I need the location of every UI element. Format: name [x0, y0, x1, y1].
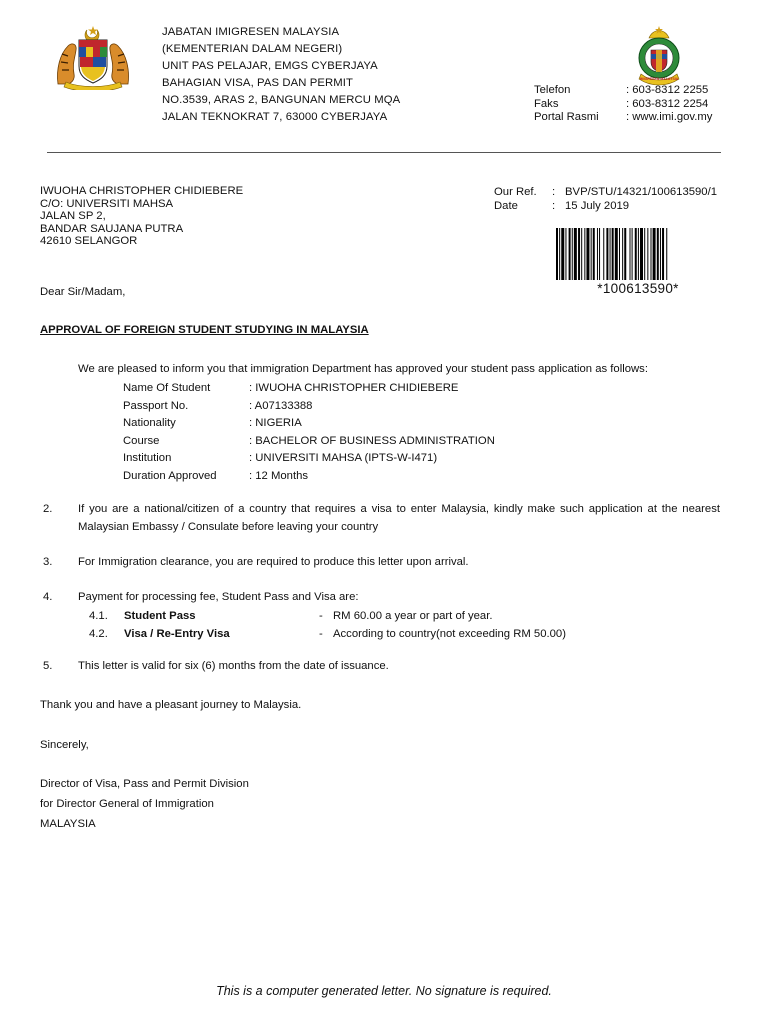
details-value: : NIGERIA	[249, 417, 302, 430]
details-row	[123, 415, 495, 433]
closing-sincerely: Sincerely,	[40, 739, 89, 751]
contact-block	[534, 84, 712, 125]
barcode-bar	[624, 228, 626, 280]
barcode-bar	[569, 228, 571, 280]
immigration-crest-logo	[627, 24, 691, 88]
barcode-bar	[647, 228, 648, 280]
barcode-bar	[657, 228, 659, 280]
fee-item: Visa / Re-Entry Visa	[124, 627, 230, 640]
details-row	[123, 398, 495, 416]
paragraph-number: 2.	[43, 503, 53, 515]
header-line: BAHAGIAN VISA, PAS DAN PERMIT	[162, 77, 354, 89]
barcode-bar	[653, 228, 656, 280]
header-block	[162, 24, 400, 126]
paragraph-5: This letter is valid for six (6) months from the date of issuance.	[78, 660, 389, 672]
signatory-line-2: for Director General of Immigration	[40, 798, 214, 810]
barcode-bar	[584, 228, 585, 280]
barcode-bar	[651, 228, 652, 280]
fees-list	[89, 608, 566, 643]
details-label: Nationality	[123, 417, 176, 430]
paragraph-2: If you are a national/citizen of a country that requires a visa to enter Malaysia, kindly make such application at the nearest Malaysian Embassy / Consulate before leaving your country	[78, 503, 720, 533]
barcode-bar	[559, 228, 560, 280]
details-value: : IWUOHA CHRISTOPHER CHIDIEBERE	[249, 382, 459, 394]
barcode-bar	[578, 228, 580, 280]
fee-row	[89, 626, 566, 644]
salutation: Dear Sir/Madam,	[40, 286, 126, 298]
barcode-bar	[597, 228, 598, 280]
details-row	[123, 433, 495, 451]
barcode-bar	[644, 228, 645, 280]
barcode-bar	[660, 228, 661, 280]
footer-note: This is a computer generated letter. No signature is required.	[216, 984, 552, 998]
signatory-line-3: MALAYSIA	[40, 818, 96, 830]
barcode-bar	[666, 228, 667, 280]
details-value: : UNIVERSITI MAHSA (IPTS-W-I471)	[249, 452, 438, 465]
contact-value: : 603-8312 2255	[626, 84, 709, 96]
details-row	[123, 450, 495, 468]
barcode-bar	[561, 228, 564, 280]
fee-item: Student Pass	[124, 610, 196, 622]
barcode-bar	[615, 228, 618, 280]
details-label: Name Of Student	[123, 382, 211, 394]
header-line: JALAN TEKNOKRAT 7, 63000 CYBERJAYA	[162, 111, 388, 123]
contact-label: Portal Rasmi	[534, 111, 599, 123]
date-value: 15 July 2019	[565, 200, 630, 212]
closing-thanks: Thank you and have a pleasant journey to Malaysia.	[40, 699, 302, 711]
contact-label: Faks	[534, 97, 559, 110]
paragraph-number: 5.	[43, 660, 53, 672]
details-label: Institution	[123, 452, 172, 465]
barcode-bar	[565, 228, 566, 280]
our-ref-value: BVP/STU/14321/100613590/1	[565, 186, 717, 198]
barcode-bar	[619, 228, 620, 280]
coat-of-arms-logo	[52, 24, 134, 90]
fee-dash: -	[319, 610, 323, 622]
contact-label: Telefon	[534, 84, 571, 96]
paragraph-3: For Immigration clearance, you are required to produce this letter upon arrival.	[78, 556, 469, 568]
recipient-address	[40, 185, 243, 248]
barcode-bar	[635, 228, 637, 280]
contact-value: : 603-8312 2254	[626, 97, 709, 110]
barcode-bar	[640, 228, 643, 280]
barcode-bar	[638, 228, 639, 280]
barcode-bar	[572, 228, 573, 280]
barcode-bar	[593, 228, 595, 280]
barcode-bar	[591, 228, 592, 280]
paragraph-4: Payment for processing fee, Student Pass and Visa are:	[78, 591, 359, 603]
header-line: NO.3539, ARAS 2, BANGUNAN MERCU MQA	[162, 94, 401, 106]
address-line: JALAN SP 2,	[40, 210, 106, 223]
colon: :	[552, 200, 556, 212]
subject-heading: APPROVAL OF FOREIGN STUDENT STUDYING IN MALAYSIA	[40, 324, 369, 336]
intro-text: We are pleased to inform you that immigration Department has approved your student pass application as follows:	[78, 363, 648, 375]
details-row	[123, 468, 495, 486]
details-value: : A07133388	[249, 399, 313, 412]
barcode-bars	[556, 228, 720, 280]
reference-block	[494, 185, 717, 213]
barcode-bar	[606, 228, 608, 280]
barcode-bar	[556, 228, 558, 280]
paragraph-number: 3.	[43, 556, 53, 568]
barcode-text: *100613590*	[597, 281, 679, 296]
header-divider	[47, 152, 721, 153]
fee-dash: -	[319, 627, 323, 640]
paragraph-number: 4.	[43, 591, 53, 603]
fee-row	[89, 608, 566, 626]
header-line: UNIT PAS PELAJAR, EMGS CYBERJAYA	[162, 60, 378, 72]
barcode-bar	[622, 228, 623, 280]
barcode-bar	[603, 228, 604, 280]
details-table	[123, 380, 495, 486]
address-line: 42610 SELANGOR	[40, 235, 138, 248]
our-ref-label: Our Ref.	[494, 186, 537, 198]
fee-number: 4.1.	[89, 610, 108, 622]
details-label: Passport No.	[123, 399, 189, 412]
date-label: Date	[494, 200, 518, 212]
crest-ribbon-text: IMIGRESEN MALAYSIA	[639, 77, 679, 81]
details-label: Course	[123, 434, 160, 447]
barcode-bar	[610, 228, 611, 280]
barcode-bar	[574, 228, 577, 280]
contact-value: : www.imi.gov.my	[626, 111, 713, 123]
details-label: Duration Approved	[123, 469, 217, 482]
details-row	[123, 380, 495, 398]
fee-number: 4.2.	[89, 627, 108, 640]
barcode-bar	[586, 228, 589, 280]
barcode-bar	[632, 228, 633, 280]
barcode-bar	[581, 228, 582, 280]
details-value: : 12 Months	[249, 469, 309, 482]
barcode-bar	[630, 228, 631, 280]
details-value: : BACHELOR OF BUSINESS ADMINISTRATION	[249, 434, 495, 447]
barcode-bar	[612, 228, 614, 280]
fee-description: RM 60.00 a year or part of year.	[333, 610, 493, 622]
address-line: C/O: UNIVERSITI MAHSA	[40, 197, 174, 210]
colon: :	[552, 186, 556, 198]
header-line: (KEMENTERIAN DALAM NEGERI)	[162, 43, 343, 55]
address-line: BANDAR SAUJANA PUTRA	[40, 222, 184, 235]
address-line: IWUOHA CHRISTOPHER CHIDIEBERE	[40, 185, 244, 197]
barcode	[556, 228, 720, 280]
signatory-line-1: Director of Visa, Pass and Permit Division	[40, 778, 249, 790]
fee-description: According to country(not exceeding RM 50.00)	[333, 627, 566, 640]
barcode-bar	[599, 228, 600, 280]
barcode-bar	[662, 228, 664, 280]
header-line: JABATAN IMIGRESEN MALAYSIA	[162, 26, 340, 38]
